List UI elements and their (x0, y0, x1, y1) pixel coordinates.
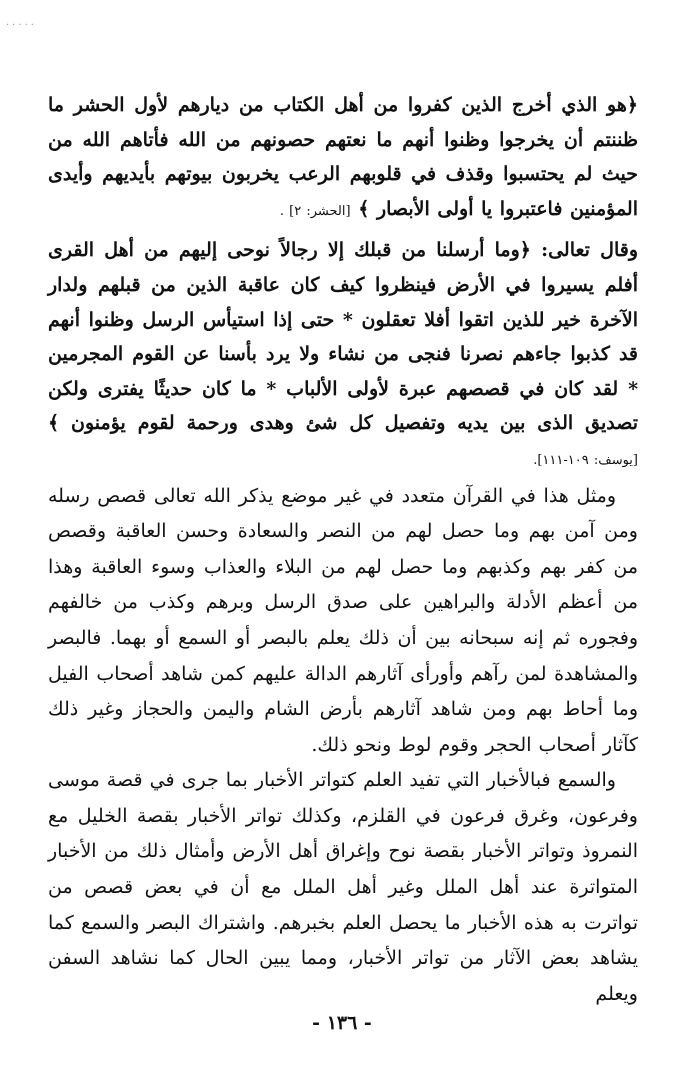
hashr-verse-paragraph (48, 88, 638, 229)
body-paragraph-2: والسمع فبالأخبار التي تفيد العلم كتواتر الأخبار بما جرى في قصة موسى وفرعون، وغرق فرعون في القلزم، وكذلك تواتر الأخبار بقصة الخليل مع النمروذ وتواتر الأخبار بقصة نوح وإغراق أهل الأرض وأمثال ذلك من الأخبار المتواترة عند أهل الملل وغير أهل الملل مع أن في بعض قصص من تواترت به هذه الأخبار ما يحصل العلم بخبرهم. واشتراك البصر والسمع كما يشاهد بعض الآثار من تواتر الأخبار، ومما يبين الحال كما نشاهد السفن ويعلم (48, 769, 638, 1005)
page-number: - ١٣٦ - (312, 1012, 372, 1034)
yusuf-verse-text: وقال تعالى: ﴿وما أرسلنا من قبلك إلا رجالاً نوحى إليهم من أهل القرى أفلم يسيروا في الأرض فينظروا كيف كان عاقبة الذين من قبلهم ولدار الآخرة خير للذين اتقوا أفلا تعقلون * حتى إذا استيأس الرسل وظنوا أنهم قد كذبوا جاءهم نصرنا فنجى من نشاء ولا يرد بأسنا عن القوم المجرمين * لقد كان في قصصهم عبرة لأولى الألباب * ما كان حديثًا يفترى ولكن تصديق الذى بين يديه وتفصيل كل شئ وهدى ورحمة لقوم يؤمنون ﴾ (48, 239, 638, 435)
hashr-verse-citation: [الحشر: ٢] . (279, 203, 351, 219)
document-page (48, 88, 638, 1012)
yusuf-verse-citation: [يوسف: ١٠٩-١١١]. (533, 452, 638, 468)
body-paragraph-1: ومثل هذا في القرآن متعدد في غير موضع يذكر الله تعالى قصص رسله ومن آمن بهم وما حصل لهم من النصر والسعادة وحسن العاقبة وقصص من كفر بهم وكذبهم وما حصل لهم من البلاء والعذاب وسوء العاقبة وهذا من أعظم الأدلة والبراهين على صدق الرسل وبرهم وكذب من خالفهم وفجوره ثم إنه سبحانه بين أن ذلك يعلم بالبصر أو السمع أو بهما. فالبصر والمشاهدة لمن رآهم وأورأى آثارهم الدالة عليهم كمن شاهد أصحاب الفيل وما أحاط بهم ومن شاهد آثارهم بأرض الشام واليمن والحجاز وغير ذلك كآثار أصحاب الحجر وقوم لوط ونحو ذلك. (48, 484, 638, 756)
yusuf-verse-paragraph (48, 233, 638, 478)
scan-edge-dots: ····· (6, 20, 37, 31)
hashr-verse-text: ﴿هو الذي أخرج الذين كفروا من أهل الكتاب من ديارهم لأول الحشر ما ظننتم أن يخرجوا وظنوا أنهم ما نعتهم حصونهم من الله فأتاهم الله من حيث لم يحتسبوا وقذف في قلوبهم الرعب يخربون بيوتهم بأيديهم وأيدى المؤمنين فاعتبروا يا أولى الأبصار ﴾ (48, 94, 638, 220)
